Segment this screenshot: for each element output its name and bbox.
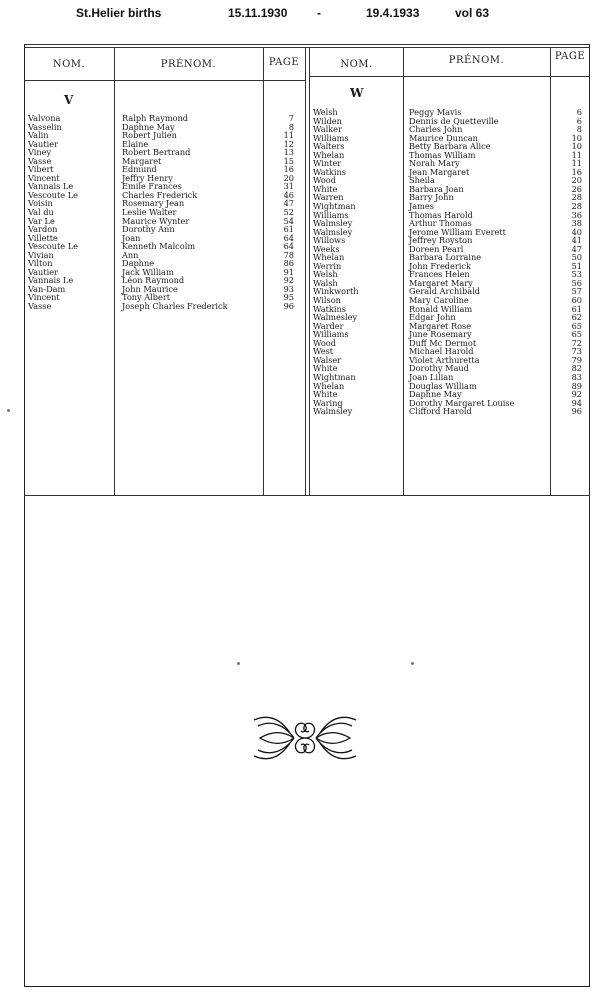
surname: Vasselin — [28, 121, 62, 132]
given-names: Norah Mary — [409, 158, 460, 169]
surname: Whelan — [313, 149, 345, 160]
page-number: 26 — [571, 183, 582, 194]
given-names: Violet Arthuretta — [409, 354, 480, 365]
surname: Vasse — [28, 155, 52, 166]
surname: Vincent — [28, 172, 60, 183]
surname: White — [313, 389, 338, 400]
given-names: Dennis de Quetteville — [409, 115, 499, 126]
surname: Watkins — [313, 303, 346, 314]
page-number: 36 — [571, 209, 582, 220]
page-number: 31 — [283, 181, 294, 192]
page-number: 61 — [571, 303, 582, 314]
entry-row — [28, 242, 304, 251]
table-top-rule — [24, 44, 590, 45]
right-header-rule — [310, 76, 590, 77]
page-number: 82 — [571, 363, 582, 374]
surname: Walmesley — [313, 312, 358, 323]
given-names: Kenneth Malcolm — [122, 241, 196, 252]
given-names: Michael Harold — [409, 346, 474, 357]
given-names: Edmund — [122, 164, 157, 175]
register-title: St.Helier births — [76, 6, 162, 20]
given-names: Duff Mc Dermot — [409, 337, 477, 348]
page-number: 10 — [571, 132, 582, 143]
date-separator: - — [317, 6, 321, 20]
section-letter-v: V — [64, 93, 74, 107]
page-number: 16 — [571, 166, 582, 177]
page-number: 20 — [283, 172, 294, 183]
page-number: 65 — [571, 329, 582, 340]
surname: Weeks — [313, 243, 340, 254]
center-divider — [305, 47, 306, 495]
given-names: Jean Margaret — [409, 166, 470, 177]
surname: White — [313, 363, 338, 374]
page-number: 65 — [571, 320, 582, 331]
page-number: 72 — [571, 337, 582, 348]
given-names: Peggy Mavis — [409, 107, 462, 117]
given-names: Leslie Walter — [122, 207, 177, 218]
given-names: Sheila — [409, 175, 435, 186]
surname: Vilton — [28, 258, 53, 269]
page-number: 46 — [283, 189, 294, 200]
page-number: 57 — [571, 286, 582, 297]
surname: Walker — [313, 124, 342, 135]
given-names: Robert Bertrand — [122, 147, 191, 158]
page-number: 62 — [571, 312, 582, 323]
right-prenom-header: PRÉNOM. — [448, 55, 505, 66]
given-names: Daphne — [122, 258, 155, 269]
given-names: Barbara Lorraine — [409, 252, 482, 263]
page-number: 56 — [571, 277, 582, 288]
page-number: 61 — [283, 224, 294, 235]
page-number: 89 — [571, 380, 582, 391]
surname: Wilson — [313, 295, 341, 306]
surname: Werrin — [313, 260, 342, 271]
surname: Williams — [313, 209, 349, 220]
given-names: Tony Albert — [122, 292, 171, 303]
entry-row — [28, 302, 304, 311]
page-number: 16 — [283, 164, 294, 175]
left-nom-header: NOM. — [52, 59, 86, 70]
surname: Waring — [313, 397, 343, 408]
surname: Wood — [313, 337, 336, 348]
center-divider-inner — [309, 47, 310, 495]
page-number: 92 — [283, 275, 294, 286]
given-names: Dorothy Margaret Louise — [409, 397, 515, 408]
given-names: Maurice Duncan — [409, 132, 478, 143]
surname: Vivian — [28, 249, 54, 260]
given-names: Joan Lilian — [409, 371, 454, 382]
surname: Wilden — [313, 115, 342, 126]
surname: Vescoute Le — [28, 189, 79, 200]
given-names: Elaine — [122, 138, 149, 149]
given-names: Jeffrey Royston — [409, 235, 473, 246]
page-number: 15 — [283, 155, 294, 166]
surname: Welsh — [313, 269, 338, 280]
given-names: Joan — [122, 232, 141, 243]
given-names: Robert Julien — [122, 130, 177, 141]
surname: Vasse — [28, 301, 52, 312]
page-number: 40 — [571, 226, 582, 237]
given-names: Jack William — [122, 266, 174, 277]
surname: Whelan — [313, 252, 345, 263]
surname: Var Le — [28, 215, 55, 226]
given-names: Dorothy Maud — [409, 363, 469, 374]
given-names: Dorothy Ann — [122, 224, 175, 235]
page-number: 96 — [283, 301, 294, 312]
page-number: 28 — [571, 192, 582, 203]
surname: Williams — [313, 132, 349, 143]
given-names: Rosemary Jean — [122, 198, 185, 209]
given-names: Emile Frances — [122, 181, 182, 192]
surname: Walser — [313, 354, 342, 365]
surname: Vautier — [28, 138, 58, 149]
page-number: 79 — [571, 354, 582, 365]
given-names: Frances Helen — [409, 269, 470, 280]
page-number: 13 — [283, 147, 294, 158]
entries-w — [313, 108, 589, 416]
given-names: Margaret — [122, 155, 162, 166]
surname: Van-Dam — [28, 283, 66, 294]
given-names: Thomas Harold — [409, 209, 473, 220]
surname: Willows — [313, 235, 346, 246]
volume-label: vol 63 — [455, 6, 490, 20]
given-names: Ronald William — [409, 303, 473, 314]
surname: White — [313, 183, 338, 194]
page-number: 41 — [571, 235, 582, 246]
surname: Wightman — [313, 371, 356, 382]
given-names: Daphne May — [409, 389, 462, 400]
given-names: Mary Caroline — [409, 295, 469, 306]
stray-dot — [7, 409, 10, 412]
page-number: 8 — [288, 121, 294, 132]
surname: Valvona — [28, 113, 61, 123]
given-names: June Rosemary — [409, 329, 472, 340]
given-names: Charles John — [409, 124, 463, 135]
surname: Vannais Le — [28, 181, 74, 192]
page-number: 83 — [571, 371, 582, 382]
table-bottom-rule — [24, 495, 590, 496]
page-number: 94 — [571, 397, 582, 408]
stray-dot — [411, 662, 414, 665]
given-names: Gerald Archibald — [409, 286, 480, 297]
stray-dot — [237, 662, 240, 665]
surname: Watkins — [313, 166, 346, 177]
table-top-rule-thin — [24, 47, 590, 48]
date-from: 15.11.1930 — [228, 6, 288, 20]
surname: Winter — [313, 158, 342, 169]
surname: Vescoute Le — [28, 241, 79, 252]
given-names: Joseph Charles Frederick — [122, 301, 228, 312]
given-names: John Maurice — [122, 283, 178, 294]
entries-v — [28, 114, 304, 311]
given-names: John Frederick — [409, 260, 471, 271]
page-number: 7 — [288, 113, 294, 123]
surname: Val du — [28, 207, 54, 218]
given-names: Daphne May — [122, 121, 175, 132]
page-number: 52 — [283, 207, 294, 218]
page-number: 50 — [571, 252, 582, 263]
page-number: 86 — [283, 258, 294, 269]
entry-row — [28, 131, 304, 140]
page-number: 8 — [576, 124, 582, 135]
surname: Vardon — [28, 224, 58, 235]
left-page-header: PAGE — [268, 57, 300, 68]
left-prenom-header: PRÉNOM. — [160, 59, 217, 70]
surname: Whelan — [313, 380, 345, 391]
page-number: 12 — [283, 138, 294, 149]
right-page-header: PAGE — [554, 51, 586, 62]
given-names: Margaret Mary — [409, 277, 473, 288]
surname: Welsh — [313, 107, 338, 117]
given-names: Ralph Raymond — [122, 113, 189, 123]
right-nom-header: NOM. — [340, 59, 373, 70]
surname: Vannais Le — [28, 275, 74, 286]
page-number: 64 — [283, 232, 294, 243]
given-names: Jeffry Henry — [122, 172, 173, 183]
page-number: 78 — [283, 249, 294, 260]
given-names: Betty Barbara Alice — [409, 141, 491, 152]
page-number: 73 — [571, 346, 582, 357]
given-names: James — [409, 201, 434, 212]
surname: Walmsley — [313, 406, 353, 417]
given-names: Doreen Pearl — [409, 243, 464, 254]
surname: Voisin — [28, 198, 53, 209]
flourish-ornament — [250, 710, 360, 766]
entry-row — [28, 157, 304, 166]
given-names: Margaret Rose — [409, 320, 472, 331]
entry-row — [28, 225, 304, 234]
page-number: 51 — [571, 260, 582, 271]
page-number: 95 — [283, 292, 294, 303]
surname: Valin — [28, 130, 49, 141]
page-number: 20 — [571, 175, 582, 186]
entry-row — [28, 251, 304, 260]
page-number: 54 — [283, 215, 294, 226]
entry-row — [313, 168, 589, 177]
page-number: 47 — [571, 243, 582, 254]
page-number: 47 — [283, 198, 294, 209]
surname: Wood — [313, 175, 336, 186]
page-number: 64 — [283, 241, 294, 252]
page-number: 6 — [576, 107, 582, 117]
page-number: 92 — [571, 389, 582, 400]
page-number: 53 — [571, 269, 582, 280]
page-number: 11 — [571, 149, 582, 160]
given-names: Douglas William — [409, 380, 477, 391]
given-names: Thomas William — [409, 149, 476, 160]
surname: Vautier — [28, 266, 58, 277]
surname: Walsh — [313, 277, 338, 288]
given-names: Ann — [122, 249, 139, 260]
given-names: Barbara Joan — [409, 183, 464, 194]
entry-row — [28, 148, 304, 157]
surname: West — [313, 346, 334, 357]
surname: Warren — [313, 192, 344, 203]
page-number: 11 — [283, 130, 294, 141]
given-names: Clifford Harold — [409, 406, 472, 417]
date-to: 19.4.1933 — [366, 6, 420, 20]
page-number: 91 — [283, 266, 294, 277]
page-number: 11 — [571, 158, 582, 169]
given-names: Edgar John — [409, 312, 456, 323]
surname: Winkworth — [313, 286, 359, 297]
section-letter-w: W — [350, 86, 364, 100]
surname: Walmsley — [313, 226, 353, 237]
given-names: Maurice Wynter — [122, 215, 190, 226]
surname: Williams — [313, 329, 349, 340]
surname: Vibert — [28, 164, 54, 175]
page-number: 38 — [571, 218, 582, 229]
page-number: 28 — [571, 201, 582, 212]
given-names: Jerome William Everett — [409, 226, 506, 237]
surname: Warder — [313, 320, 344, 331]
surname: Villette — [28, 232, 58, 243]
surname: Viney — [28, 147, 52, 158]
given-names: Barry John — [409, 192, 454, 203]
page-number: 6 — [576, 115, 582, 126]
page-number: 60 — [571, 295, 582, 306]
given-names: Arthur Thomas — [409, 218, 472, 229]
entry-row — [313, 407, 589, 416]
given-names: Léon Raymond — [122, 275, 185, 286]
surname: Wightman — [313, 201, 356, 212]
surname: Walters — [313, 141, 345, 152]
page-number: 96 — [571, 406, 582, 417]
page-number: 93 — [283, 283, 294, 294]
given-names: Charles Frederick — [122, 189, 198, 200]
surname: Vincent — [28, 292, 60, 303]
surname: Walmsley — [313, 218, 353, 229]
page-number: 10 — [571, 141, 582, 152]
